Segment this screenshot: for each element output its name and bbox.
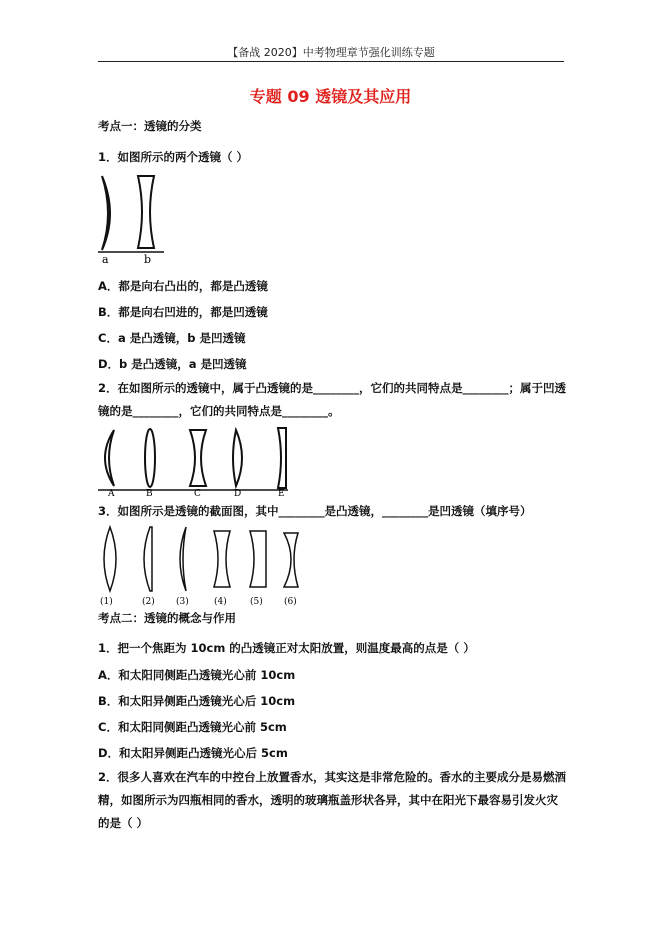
lens-2-shape bbox=[144, 527, 152, 591]
figure-two-lenses bbox=[98, 172, 168, 268]
lens-b-shape bbox=[138, 176, 154, 248]
lens-6-shape bbox=[284, 533, 298, 587]
q1-option-a: A．都是向右凸出的，都是凸透镜 bbox=[98, 279, 268, 293]
lens-a-shape bbox=[102, 176, 110, 250]
lens-label-A: A bbox=[108, 489, 115, 496]
lens-1-shape bbox=[104, 527, 116, 591]
q1-option-d: D．b 是凸透镜，a 是凹透镜 bbox=[98, 357, 247, 371]
lens-label-3: (3) bbox=[176, 597, 189, 607]
page-header: 【备战 2020】中考物理章节强化训练专题 bbox=[227, 46, 435, 59]
lens-label-b: b bbox=[144, 253, 152, 264]
s2-q1-option-a: A．和太阳同侧距凸透镜光心前 10cm bbox=[98, 668, 296, 682]
lens-B-shape bbox=[145, 429, 155, 487]
lens-C-shape bbox=[190, 430, 206, 486]
q1-option-b: B．都是向右凹进的，都是凹透镜 bbox=[98, 305, 268, 319]
lens-E-shape bbox=[278, 428, 286, 488]
lens-label-D: D bbox=[234, 489, 242, 496]
lens-label-6: (6) bbox=[284, 597, 297, 607]
s2-q1-option-d: D．和太阳异侧距凸透镜光心后 5cm bbox=[98, 746, 288, 760]
q2-text: 2．在如图所示的透镜中，属于凸透镜的是________，它们的共同特点是________；属于凹透镜的是________，它们的共同特点是________。 bbox=[98, 381, 566, 418]
lens-D-shape bbox=[233, 430, 242, 486]
s2-q1-option-c: C．和太阳同侧距凸透镜光心前 5cm bbox=[98, 720, 287, 734]
lens-label-E: E bbox=[278, 489, 285, 496]
q3-text: 3．如图所示是透镜的截面图，其中________是凸透镜，________是凹透镜（填序号） bbox=[98, 504, 532, 518]
lens-5-shape bbox=[250, 531, 266, 587]
lens-4-shape bbox=[214, 531, 230, 587]
lens-label-C: C bbox=[194, 489, 201, 496]
header-divider bbox=[98, 61, 564, 62]
lens-label-5: (5) bbox=[250, 597, 263, 607]
s2-q1-option-b: B．和太阳异侧距凸透镜光心后 10cm bbox=[98, 694, 296, 708]
lens-label-a: a bbox=[102, 253, 109, 264]
section2-heading: 考点二：透镜的概念与作用 bbox=[98, 611, 236, 625]
figure-five-lenses bbox=[98, 424, 290, 500]
page-title: 专题 09 透镜及其应用 bbox=[249, 87, 412, 106]
lens-label-2: (2) bbox=[142, 597, 155, 607]
lens-3-shape bbox=[180, 527, 186, 591]
lens-A-shape bbox=[105, 430, 114, 486]
lens-label-1: (1) bbox=[100, 597, 113, 607]
lens-label-B: B bbox=[146, 489, 153, 496]
lens-label-4: (4) bbox=[214, 597, 227, 607]
section1-heading: 考点一：透镜的分类 bbox=[98, 119, 202, 133]
q1-option-c: C．a 是凸透镜，b 是凹透镜 bbox=[98, 331, 246, 345]
s2-q1-stem: 1．把一个焦距为 10cm 的凸透镜正对太阳放置，则温度最高的点是（ ） bbox=[98, 641, 475, 655]
q1-stem: 1．如图所示的两个透镜（ ） bbox=[98, 150, 249, 164]
s2-q2-text: 2．很多人喜欢在汽车的中控台上放置香水，其实这是非常危险的。香水的主要成分是易燃酒精，如图所示为四瓶相同的香水，透明的玻璃瓶盖形状各异，其中在阳光下最容易引发火灾的是（ ） bbox=[98, 770, 566, 830]
figure-six-lenses bbox=[98, 521, 306, 611]
